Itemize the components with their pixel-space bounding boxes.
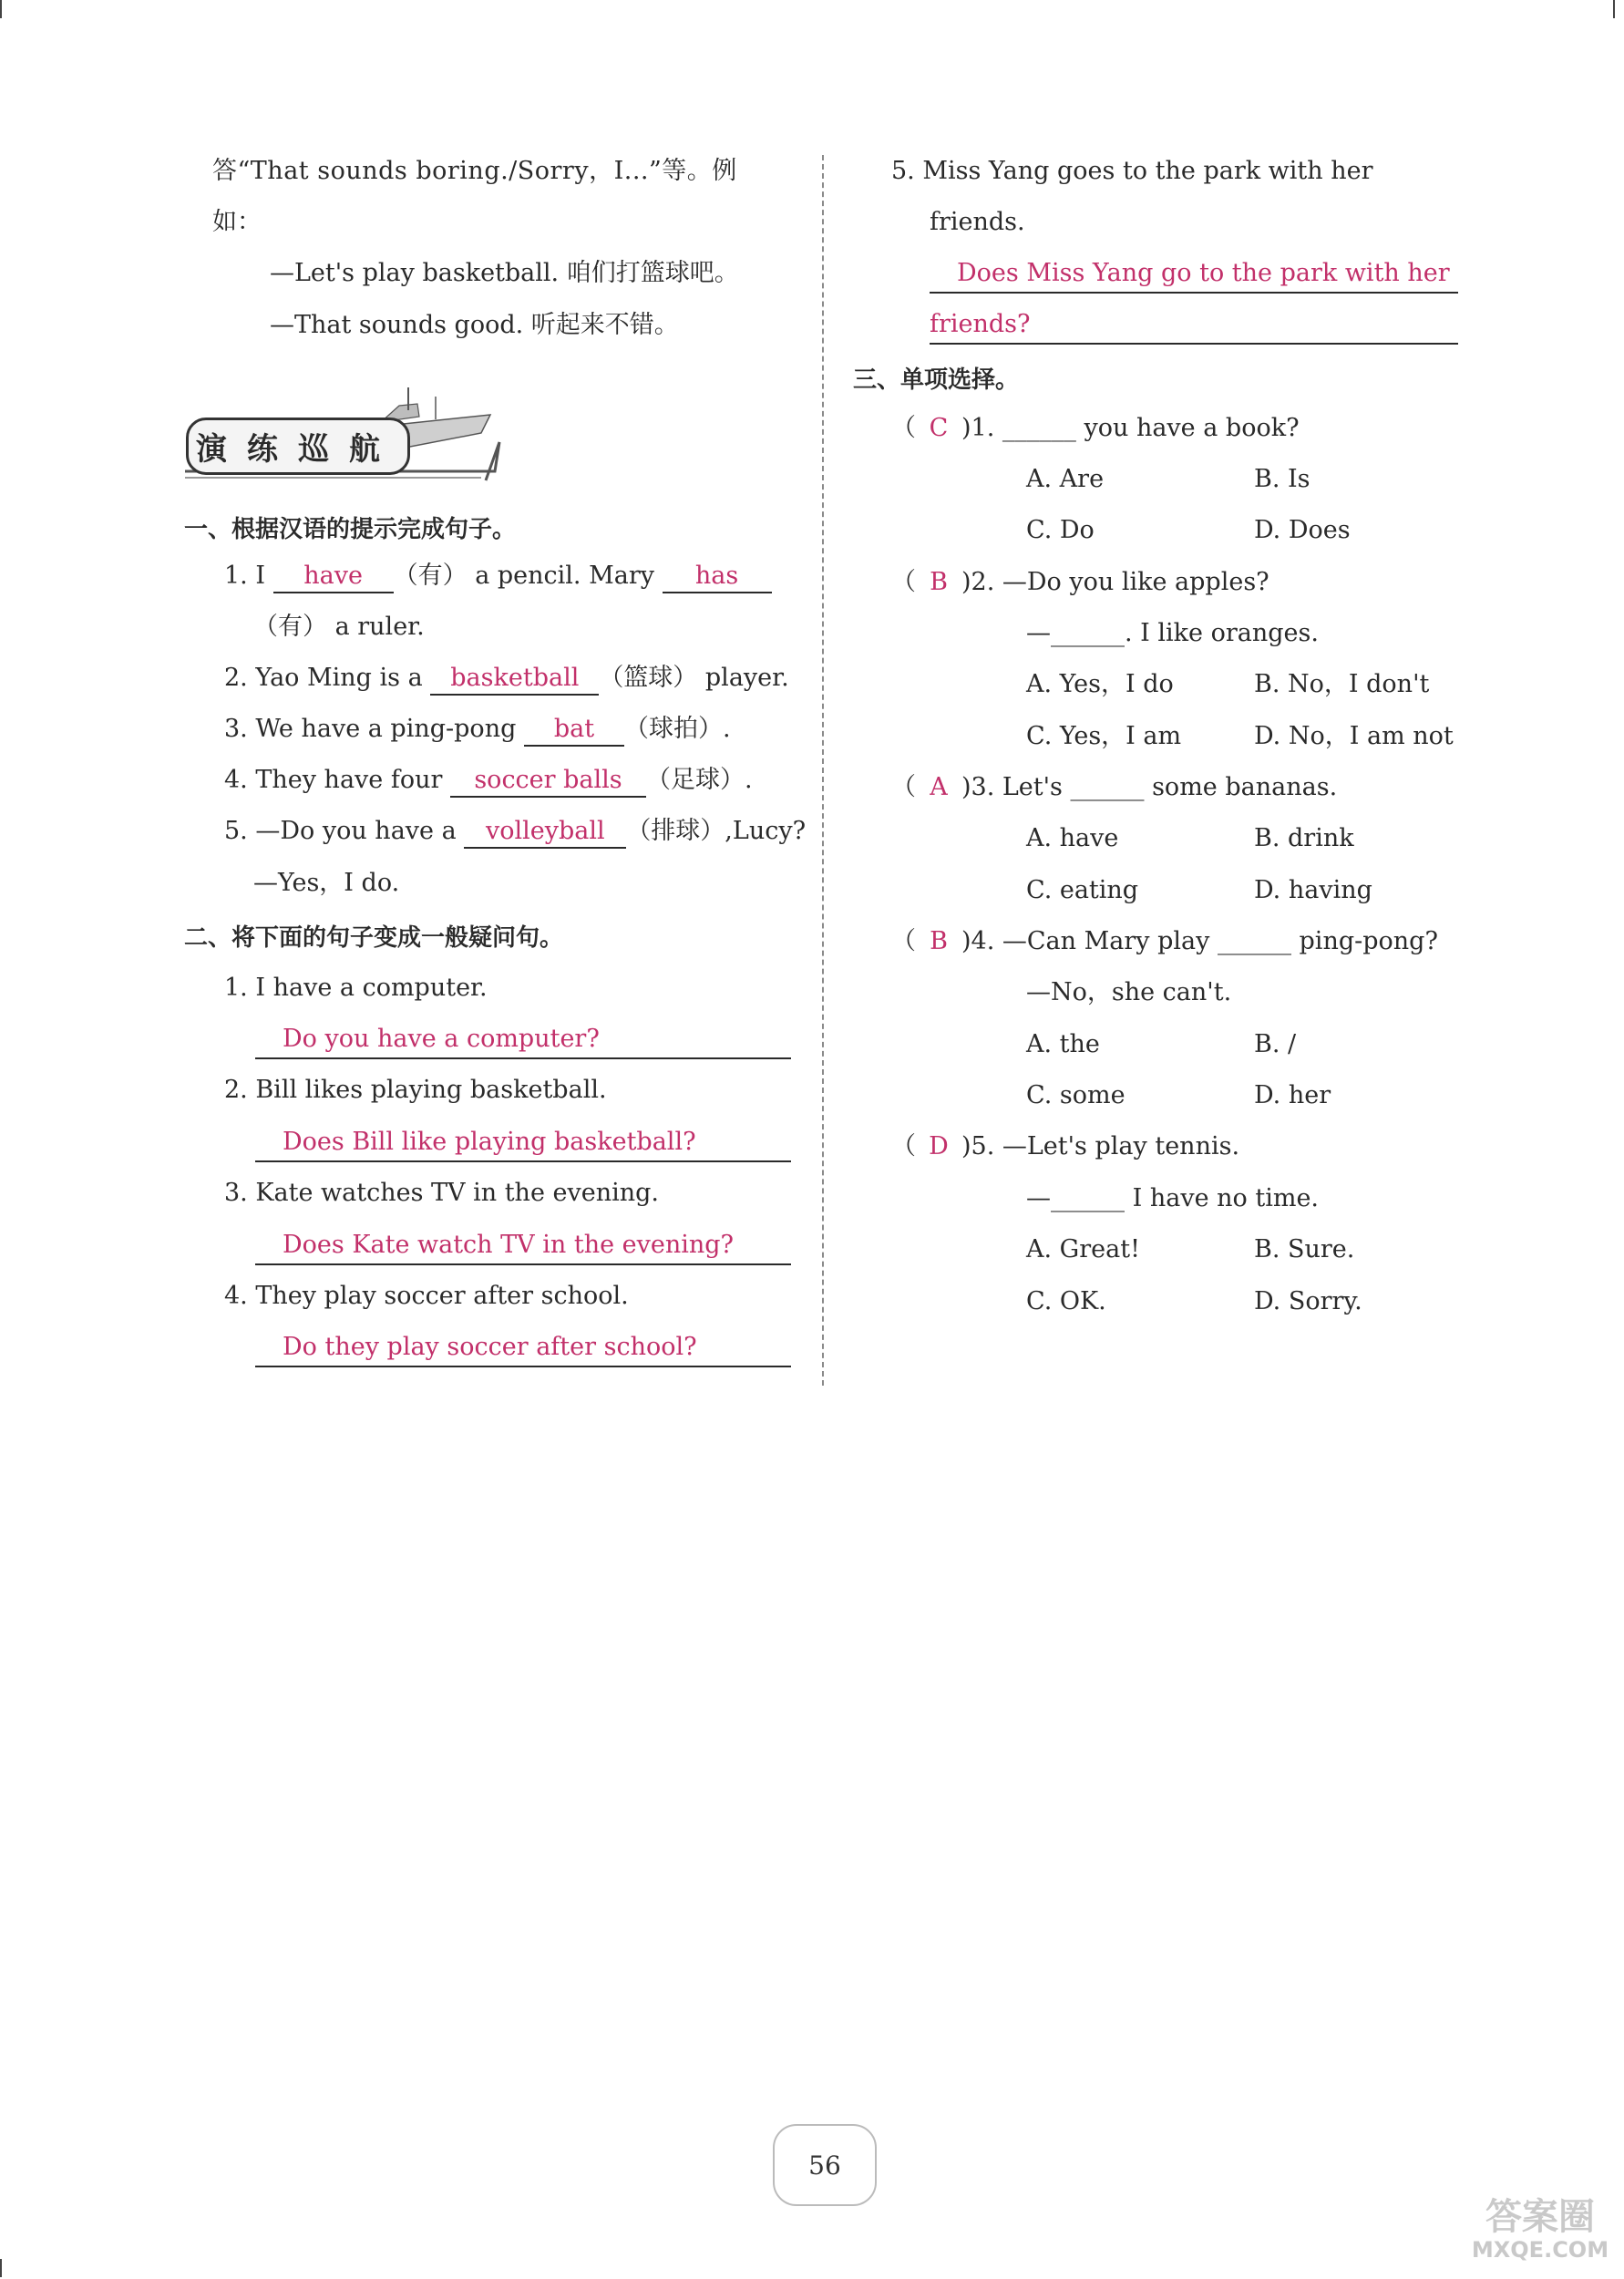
s3-option-2d: D. No，I am not [1254,722,1454,750]
s3-option-3b: B. drink [1254,824,1354,852]
s3-question-3: （ A )3. Let's ______ some bananas. [891,769,1337,806]
s3-answer-3: A [930,773,948,801]
page-number-badge [773,2124,877,2206]
s1-answer-3: bat [524,714,624,747]
s3-option-1a: A. Are [1026,465,1105,493]
s3-option-2b: B. No，I don't [1254,670,1430,698]
s3-answer-1: C [929,414,949,442]
s1-answer-4: soccer balls [450,765,646,798]
s3-option-3c: C. eating [1026,876,1139,904]
s3-question-2-line2: —______. I like oranges. [1026,619,1319,647]
crop-mark [0,2259,2,2277]
s3-option-5c: C. OK. [1026,1287,1106,1315]
s3-option-4a: A. the [1026,1030,1100,1058]
column-divider [822,155,824,1386]
s3-question-1: （ C )1. ______ you have a book? [891,410,1300,447]
intro-line-1: 答“That sounds boring./Sorry，I...”等。例 [212,157,737,185]
s3-option-1c: C. Do [1026,516,1095,544]
s3-question-5-line2: —______ I have no time. [1026,1184,1320,1212]
s3-option-1b: B. Is [1254,465,1311,493]
s1-item-5: 5. —Do you have a volleyball （排球）,Lucy? [224,813,806,850]
s3-option-2c: C. Yes，I am [1026,722,1182,750]
s3-answer-2: B [930,568,948,596]
s2-answer-5-line2: friends? [930,306,1458,345]
s2-question-5-cont: friends. [930,208,1025,236]
s1-item-1-cont: （有） a ruler. [253,613,425,641]
s2-question-3: 3. Kate watches TV in the evening. [224,1179,659,1207]
banner-title-badges [186,418,410,475]
s3-option-5d: D. Sorry. [1254,1287,1362,1315]
s3-option-5b: B. Sure. [1254,1235,1355,1263]
section1-heading: 一、根据汉语的提示完成句子。 [184,516,517,543]
s2-answer-5-line1: Does Miss Yang go to the park with her [930,255,1458,294]
s2-question-2: 2. Bill likes playing basketball. [224,1076,607,1104]
crop-mark [0,0,2,18]
s3-question-4: （ B )4. —Can Mary play ______ ping-pong? [891,923,1438,960]
s2-answer-4: Do they play soccer after school? [255,1329,791,1367]
s3-question-2: （ B )2. —Do you like apples? [891,564,1269,601]
s3-answer-5: D [929,1132,949,1160]
s1-item-5-reply: —Yes，I do. [253,869,400,897]
s3-option-5a: A. Great! [1026,1235,1140,1263]
s3-option-2a: A. Yes，I do [1026,670,1174,698]
s3-option-1d: D. Does [1254,516,1351,544]
s3-question-4-line2: —No，she can't. [1026,978,1232,1006]
section3-heading: 三、单项选择。 [853,366,1020,394]
s1-answer-2: basketball [430,663,599,696]
s2-question-4: 4. They play soccer after school. [224,1282,629,1310]
s1-answer-1b: has [663,561,772,593]
s1-item-1: 1. I have （有） a pencil. Mary has [224,558,772,594]
s1-item-4: 4. They have four soccer balls （足球）. [224,762,753,799]
s1-item-2: 2. Yao Ming is a basketball （篮球） player. [224,660,789,696]
s2-question-1: 1. I have a computer. [224,974,488,1002]
intro-line-2: 如： [212,208,262,236]
page-number: 56 [808,2150,841,2181]
s3-option-3d: D. having [1254,876,1372,904]
s3-answer-4: B [930,927,948,955]
s3-question-5: （ D )5. —Let's play tennis. [891,1129,1239,1165]
crop-mark [1613,0,1615,18]
watermark-logo: 答案圈 MXQE.COM [1471,2196,1609,2263]
s2-answer-1: Do you have a computer? [255,1021,791,1059]
intro-example-1: —Let's play basketball. 咱们打篮球吧。 [270,259,739,287]
s1-item-3: 3. We have a ping-pong bat （球拍）. [224,711,731,748]
s2-answer-3: Does Kate watch TV in the evening? [255,1227,791,1265]
s3-option-3a: A. have [1026,824,1119,852]
s3-option-4c: C. some [1026,1081,1125,1109]
s2-answer-2: Does Bill like playing basketball? [255,1124,791,1162]
s3-option-4d: D. her [1254,1081,1331,1109]
s1-answer-5: volleyball [464,816,626,849]
s2-question-5: 5. Miss Yang goes to the park with her [891,157,1373,185]
banner-title: 演练巡航 [186,418,410,475]
section2-heading: 二、将下面的句子变成一般疑问句。 [184,924,564,952]
intro-example-2: —That sounds good. 听起来不错。 [270,311,679,339]
s1-answer-1a: have [273,561,394,593]
s3-option-4b: B. / [1254,1030,1297,1058]
